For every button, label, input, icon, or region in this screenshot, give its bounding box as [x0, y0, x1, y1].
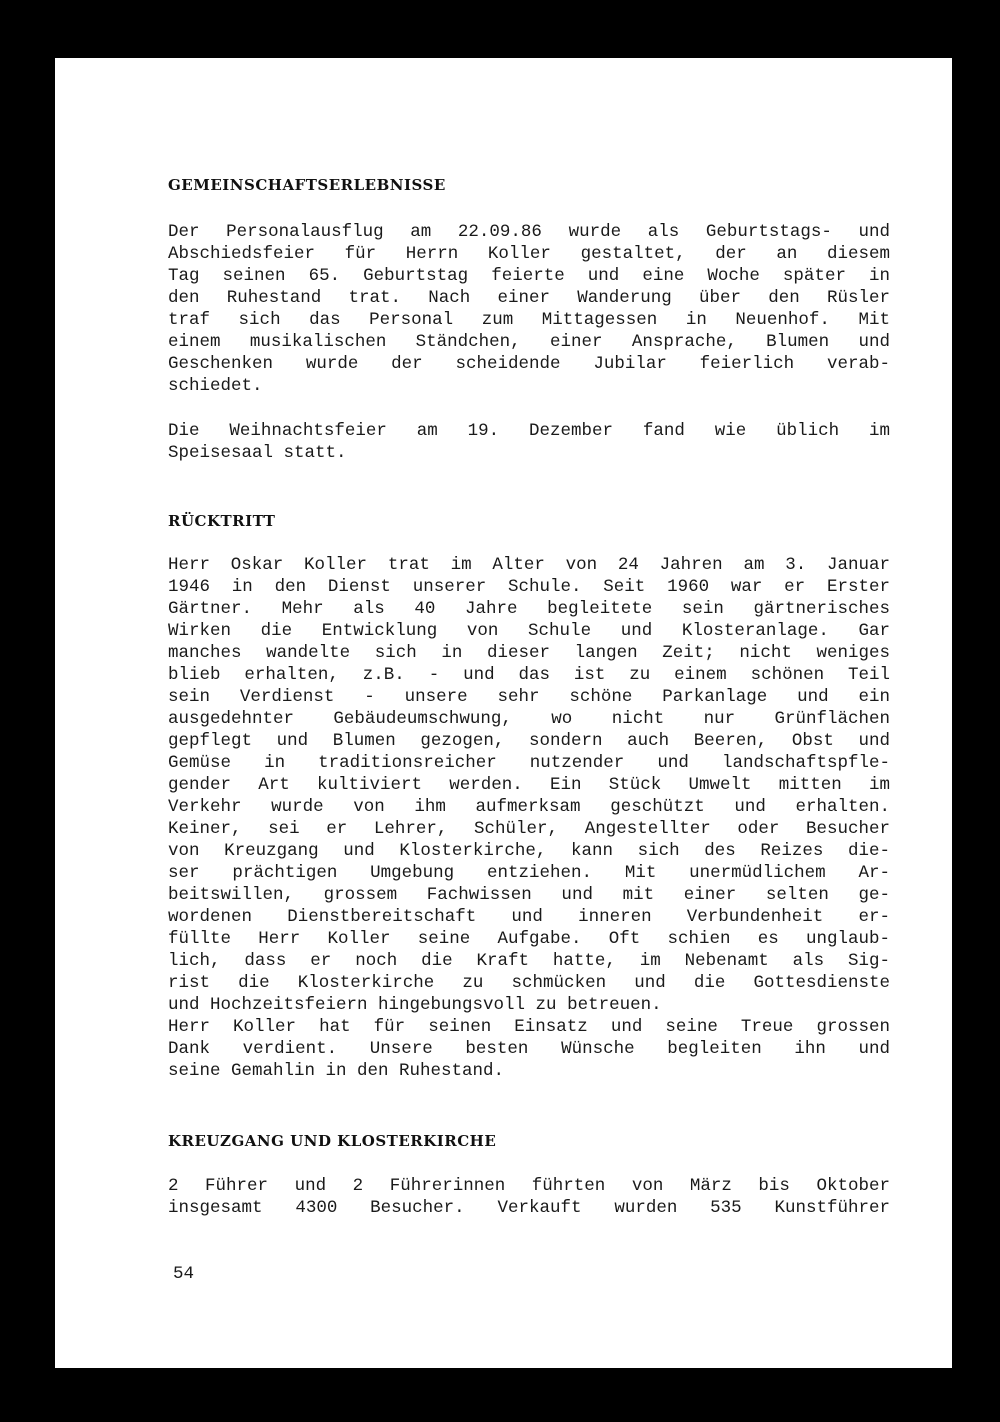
text-line: und Hochzeitsfeiern hingebungsvoll zu betreuen.	[168, 995, 662, 1015]
text-line: blieb erhalten, z.B. - und das ist zu einem schönen Teil	[168, 665, 890, 685]
text-line: einem musikalischen Ständchen, einer Ansprache, Blumen und	[168, 332, 890, 352]
text-line: Die Weihnachtsfeier am 19. Dezember fand wie üblich im	[168, 421, 890, 441]
text-line: Verkehr wurde von ihm aufmerksam geschützt und erhalten.	[168, 797, 890, 817]
document-page	[55, 58, 952, 1368]
text-line: den Ruhestand trat. Nach einer Wanderung über den Rüsler	[168, 288, 890, 308]
text-line: Keiner, sei er Lehrer, Schüler, Angestellter oder Besucher	[168, 819, 890, 839]
text-line: 2 Führer und 2 Führerinnen führten von März bis Oktober	[168, 1176, 890, 1196]
text-line: rist die Klosterkirche zu schmücken und die Gottesdienste	[168, 973, 890, 993]
section-heading-ruecktritt: RÜCKTRITT	[168, 512, 276, 530]
text-line: schiedet.	[168, 376, 263, 396]
text-line: seine Gemahlin in den Ruhestand.	[168, 1061, 505, 1081]
text-line: Der Personalausflug am 22.09.86 wurde als Geburtstags- und	[168, 222, 890, 242]
text-line: ser prächtigen Umgebung entziehen. Mit unermüdlichem Ar-	[168, 863, 890, 883]
text-line: beitswillen, grossem Fachwissen und mit einer selten ge-	[168, 885, 890, 905]
text-line: gender Art kultiviert werden. Ein Stück Umwelt mitten im	[168, 775, 890, 795]
text-line: gepflegt und Blumen gezogen, sondern auch Beeren, Obst und	[168, 731, 890, 751]
text-line: Herr Oskar Koller trat im Alter von 24 Jahren am 3. Januar	[168, 555, 890, 575]
section-heading-gemeinschaftserlebnisse: GEMEINSCHAFTSERLEBNISSE	[168, 176, 446, 194]
text-line: sein Verdienst - unsere sehr schöne Parkanlage und ein	[168, 687, 890, 707]
text-line: lich, dass er noch die Kraft hatte, im Nebenamt als Sig-	[168, 951, 890, 971]
text-line: von Kreuzgang und Klosterkirche, kann sich des Reizes die-	[168, 841, 890, 861]
text-line: insgesamt 4300 Besucher. Verkauft wurden 535 Kunstführer	[168, 1198, 890, 1218]
text-line: 1946 in den Dienst unserer Schule. Seit 1960 war er Erster	[168, 577, 890, 597]
text-line: Herr Koller hat für seinen Einsatz und seine Treue grossen	[168, 1017, 890, 1037]
text-line: Tag seinen 65. Geburtstag feierte und eine Woche später in	[168, 266, 890, 286]
text-line: traf sich das Personal zum Mittagessen in Neuenhof. Mit	[168, 310, 890, 330]
text-line: Dank verdient. Unsere besten Wünsche begleiten ihn und	[168, 1039, 890, 1059]
text-line: Geschenken wurde der scheidende Jubilar feierlich verab-	[168, 354, 890, 374]
page-number: 54	[173, 1264, 195, 1284]
text-line: Speisesaal statt.	[168, 443, 347, 463]
text-line: Wirken die Entwicklung von Schule und Klosteranlage. Gar	[168, 621, 890, 641]
text-line: Gärtner. Mehr als 40 Jahre begleitete sein gärtnerisches	[168, 599, 890, 619]
text-line: Abschiedsfeier für Herrn Koller gestaltet, der an diesem	[168, 244, 890, 264]
text-line: füllte Herr Koller seine Aufgabe. Oft schien es unglaub-	[168, 929, 890, 949]
text-line: manches wandelte sich in dieser langen Zeit; nicht weniges	[168, 643, 890, 663]
text-line: ausgedehnter Gebäudeumschwung, wo nicht nur Grünflächen	[168, 709, 890, 729]
text-line: wordenen Dienstbereitschaft und inneren Verbundenheit er-	[168, 907, 890, 927]
text-line: Gemüse in traditionsreicher nutzender und landschaftspfle-	[168, 753, 890, 773]
section-heading-kreuzgang: KREUZGANG UND KLOSTERKIRCHE	[168, 1132, 497, 1150]
